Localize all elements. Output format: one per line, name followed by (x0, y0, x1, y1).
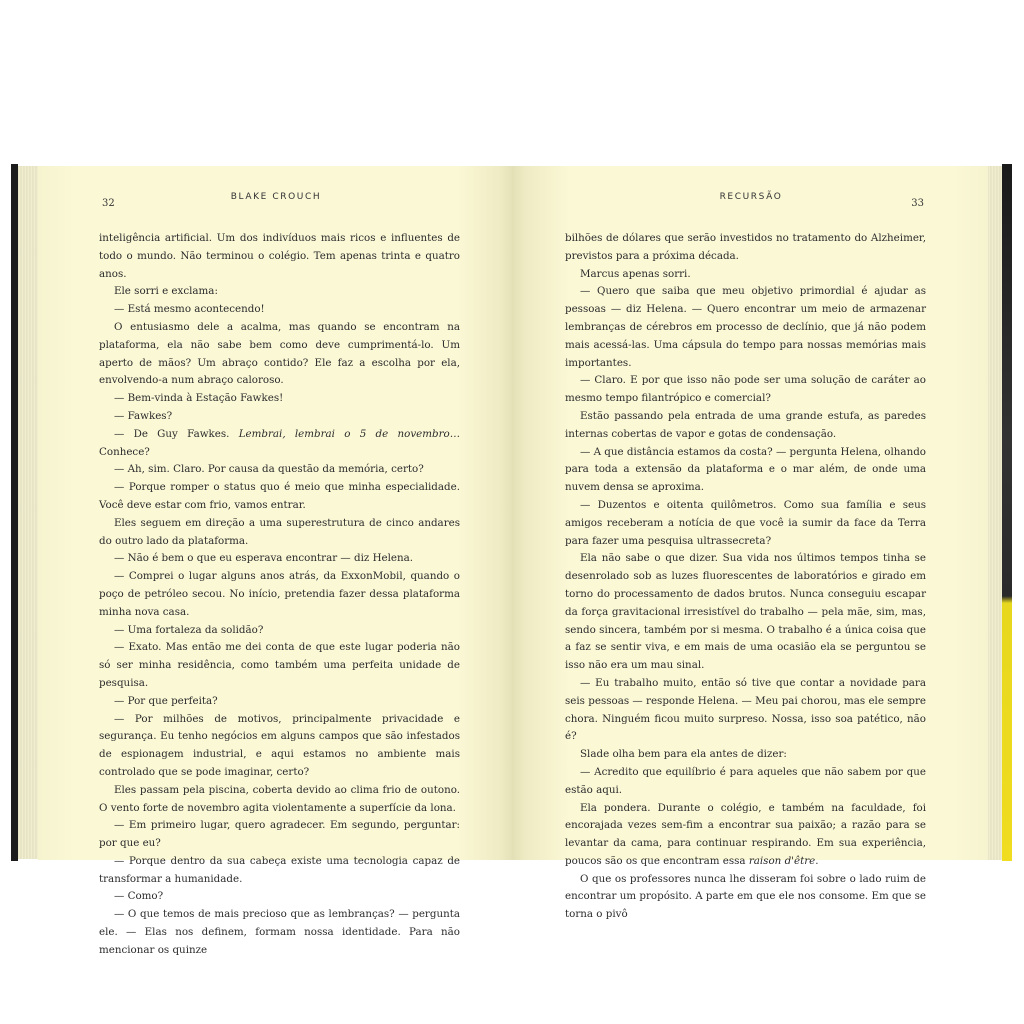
paragraph (99, 817, 460, 853)
text-segment: Eles passam pela piscina, coberta devido ao clima frio de outono. O vento forte de novembro agita violentamente a superfície da lona. (99, 783, 460, 814)
paragraph (99, 568, 460, 621)
text-segment: . (815, 854, 819, 867)
paragraph (99, 230, 460, 283)
paragraph (99, 479, 460, 515)
page-number-left: 32 (102, 198, 115, 209)
paragraph (99, 319, 460, 390)
paragraph (99, 461, 460, 479)
right-page (512, 166, 990, 921)
text-segment: bilhões de dólares que serão investidos no tratamento do Alzheimer, previstos para a próxima década. (565, 232, 926, 262)
text-segment: Ele sorri e exclama: (114, 285, 218, 298)
paragraph (99, 622, 460, 640)
text-segment: — Acredito que equilíbrio é para aqueles que não sabem por que estão aqui. (565, 765, 926, 796)
text-segment: — A que distância estamos da costa? — pergunta Helena, olhando para toda a extensão da plataforma e o mar além, de onde uma nuvem densa se aproxima. (565, 445, 926, 494)
text-segment: Eles seguem em direção a uma superestrutura de cinco andares do outro lado da plataforma. (99, 516, 460, 547)
text-segment: — Ah, sim. Claro. Por causa da questão da memória, certo? (114, 463, 424, 476)
text-segment: — Porque dentro da sua cabeça existe uma tecnologia capaz de transformar a humanidade. (99, 854, 460, 885)
italic-text: Lembrai, lembrai o 5 de novembro… (238, 427, 460, 440)
text-segment: Ela não sabe o que dizer. Sua vida nos últimos tempos tinha se desenrolado sob as luzes fluorescentes de laboratórios e girado em torno do processamento de dados brutos. Nunca conseguiu escapar da força gravitacional irresistível do trabalho — pela mãe, sim, mas, sendo sincera, também por si mesma. O trabalho é a única coisa que a faz se sentir viva, e em mais de uma ocasião ela se perguntou se isso não era um mau sinal. (565, 552, 926, 672)
text-segment: — Claro. E por que isso não pode ser uma solução de caráter ao mesmo tempo filantrópico e comercial? (565, 374, 926, 405)
paragraph (99, 639, 460, 692)
text-segment: — Fawkes? (114, 409, 173, 422)
paragraph (99, 390, 460, 408)
paragraph (565, 550, 926, 675)
paragraph (99, 550, 460, 568)
paragraph (99, 515, 460, 551)
paragraph (99, 283, 460, 301)
text-segment: — Por milhões de motivos, principalmente privacidade e segurança. Eu tenho negócios em alguns campos que são infestados de espionagem industrial, e aqui estamos no ambiente mais controlado que se pode imaginar, certo? (99, 712, 460, 778)
text-segment: — Exato. Mas então me dei conta de que este lugar poderia não só ser minha residência, como também uma perfeita unidade de pesquisa. (99, 641, 460, 689)
paragraph (99, 408, 460, 426)
text-segment: — Uma fortaleza da solidão? (114, 623, 264, 636)
book-cover-edge-left (11, 164, 18, 861)
text-segment: — Duzentos e oitenta quilômetros. Como sua família e seus amigos receberam a notícia de que você ia sumir da face da Terra para fazer uma pesquisa ultrassecreta? (565, 498, 926, 547)
page-number-right: 33 (911, 198, 924, 209)
text-segment: Marcus apenas sorri. (580, 267, 691, 280)
text-segment: Slade olha bem para ela antes de dizer: (580, 748, 787, 761)
book-cover-edge-right (1002, 164, 1012, 861)
text-segment: — Está mesmo acontecendo! (114, 303, 265, 316)
paragraph (565, 675, 926, 746)
paragraph (565, 230, 926, 266)
paragraph (565, 800, 926, 871)
text-segment: Ela pondera. Durante o colégio, e também na faculdade, foi encorajada vezes sem-fim a encontrar sua paixão; a razão para se levantar da cama, para continuar respirando. Em sua experiência, poucos são os que encontram essa (565, 801, 926, 867)
paragraph (99, 711, 460, 782)
page-edges-left (18, 166, 40, 859)
text-segment: — Porque romper o status quo é meio que minha especialidade. Você deve estar com frio, vamos entrar. (99, 481, 460, 511)
text-segment: O que os professores nunca lhe disseram foi sobre o lado ruim de encontrar um propósito. A parte em que ele nos consome. Em que se torna o pivô (565, 872, 926, 921)
text-segment: — O que temos de mais precioso que as lembranças? — pergunta ele. — Elas nos definem, formam nossa identidade. Para não mencionar os quinze (99, 908, 460, 956)
paragraph (99, 782, 460, 818)
text-segment: — Quero que saiba que meu objetivo primordial é ajudar as pessoas — diz Helena. — Quero encontrar um meio de armazenar lembranças de cérebros em processo de declínio, que já não podem mais acessá-las. Uma cápsula do tempo para nossas memórias mais importantes. (565, 285, 926, 369)
paragraph (565, 408, 926, 444)
paragraph (565, 283, 926, 372)
text-segment: Conhece? (99, 445, 150, 458)
text-segment: O entusiasmo dele a acalma, mas quando se encontram na plataforma, ela não sabe bem como deve cumprimentá-lo. Um aperto de mãos? Um abraço contido? Ele faz a escolha por ela, envolvendo-a num abraço caloroso. (99, 320, 460, 387)
page-edges-right (988, 166, 1002, 860)
text-segment: — Em primeiro lugar, quero agradecer. Em segundo, perguntar: por que eu? (99, 819, 460, 850)
paragraph (565, 372, 926, 408)
text-segment: — Eu trabalho muito, então só tive que contar a novidade para seis pessoas — responde Helena. — Meu pai chorou, mas ele sempre chora. Ninguém ficou muito surpreso. Nossa, isso soa patético, não é? (565, 676, 926, 743)
left-page-body (99, 230, 460, 960)
right-page-body (565, 230, 926, 924)
text-segment: — Comprei o lugar alguns anos atrás, da ExxonMobil, quando o poço de petróleo secou. No início, pretendia fazer dessa plataforma minha nova casa. (99, 570, 460, 618)
text-segment: — Bem-vinda à Estação Fawkes! (114, 392, 284, 405)
text-segment: — De Guy Fawkes. (114, 427, 239, 440)
text-segment: — Como? (114, 890, 164, 903)
left-page (38, 166, 514, 956)
text-segment: inteligência artificial. Um dos indivíduos mais ricos e influentes de todo o mundo. Não terminou o colégio. Tem apenas trinta e quatro anos. (99, 232, 460, 280)
text-segment: — Por que perfeita? (114, 694, 218, 707)
paragraph (99, 853, 460, 889)
paragraph (565, 444, 926, 497)
paragraph (99, 906, 460, 959)
paragraph (99, 693, 460, 711)
paragraph (99, 888, 460, 906)
paragraph (565, 497, 926, 550)
running-head-title: RECURSÃO (719, 192, 783, 202)
paragraph (99, 426, 460, 462)
paragraph (99, 301, 460, 319)
text-segment: — Não é bem o que eu esperava encontrar — diz Helena. (114, 552, 414, 565)
running-head-author: BLAKE CROUCH (230, 192, 322, 202)
italic-text: raison d'être (748, 854, 816, 867)
paragraph (565, 266, 926, 284)
paragraph (565, 871, 926, 924)
paragraph (565, 764, 926, 800)
paragraph (565, 746, 926, 764)
text-segment: Estão passando pela entrada de uma grande estufa, as paredes internas cobertas de vapor e gotas de condensação. (565, 409, 926, 440)
